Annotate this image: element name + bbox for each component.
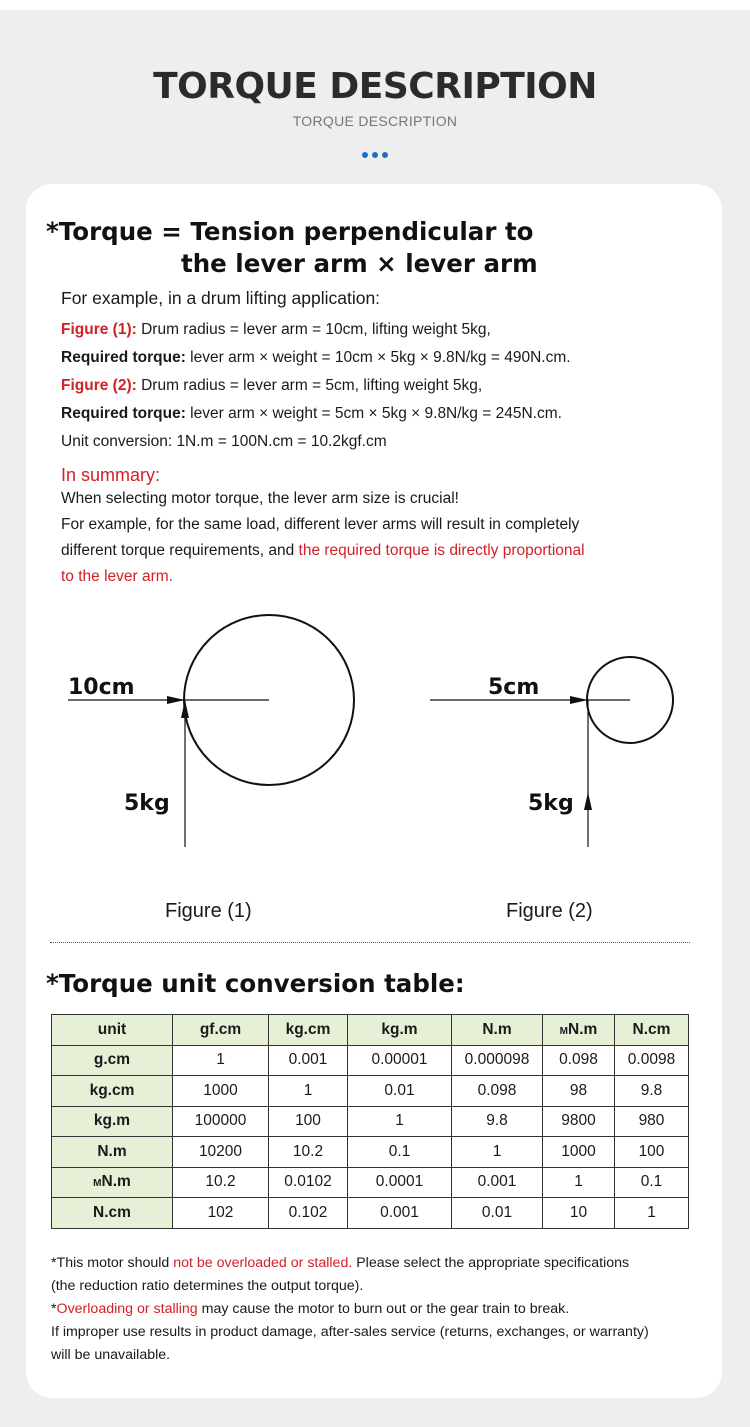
figure-2-diagram	[430, 657, 673, 847]
table-cell: 0.001	[348, 1198, 452, 1229]
table-row-header: MN.m	[52, 1167, 173, 1198]
table-row-header: N.m	[52, 1137, 173, 1168]
note-5: will be unavailable.	[51, 1347, 171, 1363]
table-cell: 0.098	[543, 1045, 615, 1076]
note-2: (the reduction ratio determines the output torque).	[51, 1278, 364, 1294]
table-cell: 1	[452, 1137, 543, 1168]
lever-label-2: 5cm	[488, 675, 540, 700]
table-cell: 0.0102	[269, 1167, 348, 1198]
figure-2-caption: Figure (2)	[506, 900, 593, 922]
table-cell: 0.001	[269, 1045, 348, 1076]
table-cell: 10	[543, 1198, 615, 1229]
table-cell: 0.00001	[348, 1045, 452, 1076]
table-cell: 10200	[173, 1137, 269, 1168]
dots-decoration	[362, 152, 390, 158]
table-cell: 0.1	[615, 1167, 689, 1198]
lever-label-1: 10cm	[68, 675, 135, 700]
table-cell: 0.01	[348, 1076, 452, 1107]
torque-diagram	[26, 184, 722, 924]
summary-line-1: When selecting motor torque, the lever arm size is crucial!	[61, 490, 459, 507]
required-torque-2-label: Required torque:	[61, 405, 186, 422]
table-header-cell: N.m	[452, 1015, 543, 1046]
table-cell: 1	[348, 1106, 452, 1137]
table-cell: 100000	[173, 1106, 269, 1137]
table-cell: 1	[543, 1167, 615, 1198]
table-header-cell: N.cm	[615, 1015, 689, 1046]
table-header-cell: unit	[52, 1015, 173, 1046]
table-cell: 0.098	[452, 1076, 543, 1107]
formula-line-2: the lever arm × lever arm	[181, 249, 538, 278]
summary-line-4: to the lever arm.	[61, 568, 173, 585]
page-title: TORQUE DESCRIPTION	[153, 66, 597, 107]
table-row	[52, 1198, 689, 1229]
page-subtitle: TORQUE DESCRIPTION	[292, 113, 458, 129]
table-title: *Torque unit conversion table:	[46, 969, 465, 998]
content-card	[26, 184, 722, 1398]
example-intro: For example, in a drum lifting application:	[61, 288, 381, 308]
formula-line-1: *Torque = Tension perpendicular to	[46, 217, 534, 246]
summary-title: In summary:	[61, 465, 161, 485]
summary-highlight: the required torque is directly proportional	[298, 542, 585, 559]
table-row-header: N.cm	[52, 1198, 173, 1229]
table-header-cell: MN.m	[543, 1015, 615, 1046]
summary-line-2: For example, for the same load, different lever arms will result in completely	[61, 516, 580, 533]
figure-2-label: Figure (2):	[61, 377, 137, 394]
weight-label-2: 5kg	[528, 791, 574, 816]
table-cell: 10.2	[173, 1167, 269, 1198]
summary-line-3: different torque requirements, and the required torque is directly proportional	[61, 542, 585, 559]
weight-label-1: 5kg	[124, 791, 170, 816]
top-strip	[0, 0, 750, 10]
table-row-header: kg.cm	[52, 1076, 173, 1107]
note-3: *Overloading or stalling may cause the motor to burn out or the gear train to break.	[51, 1301, 570, 1317]
unit-conversion: Unit conversion: 1N.m = 100N.cm = 10.2kgf.cm	[61, 433, 387, 450]
table-cell: 1	[173, 1045, 269, 1076]
table-cell: 100	[269, 1106, 348, 1137]
table-cell: 0.000098	[452, 1045, 543, 1076]
figure-1-caption: Figure (1)	[165, 900, 252, 922]
table-header-cell: kg.cm	[269, 1015, 348, 1046]
table-cell: 10.2	[269, 1137, 348, 1168]
table-header-row	[52, 1015, 689, 1046]
figure-2-text: Drum radius = lever arm = 5cm, lifting weight 5kg,	[136, 377, 483, 394]
table-cell: 102	[173, 1198, 269, 1229]
note-1: *This motor should not be overloaded or stalled. Please select the appropriate specifications	[51, 1255, 630, 1271]
table-cell: 9.8	[452, 1106, 543, 1137]
table-row-header: g.cm	[52, 1045, 173, 1076]
notes	[51, 1252, 711, 1367]
table-cell: 1000	[543, 1137, 615, 1168]
table-cell: 980	[615, 1106, 689, 1137]
required-torque-1-text: lever arm × weight = 10cm × 5kg × 9.8N/kg = 490N.cm.	[185, 349, 571, 366]
table-cell: 0.0001	[348, 1167, 452, 1198]
table-row	[52, 1076, 689, 1107]
header	[0, 66, 750, 129]
section-divider	[50, 942, 690, 943]
table-cell: 98	[543, 1076, 615, 1107]
table-cell: 1000	[173, 1076, 269, 1107]
table-cell: 9.8	[615, 1076, 689, 1107]
table-row-header: kg.m	[52, 1106, 173, 1137]
table-cell: 100	[615, 1137, 689, 1168]
table-cell: 1	[269, 1076, 348, 1107]
table-row	[52, 1137, 689, 1168]
table-cell: 0.1	[348, 1137, 452, 1168]
required-torque-2-text: lever arm × weight = 5cm × 5kg × 9.8N/kg = 245N.cm.	[185, 405, 562, 422]
table-row	[52, 1045, 689, 1076]
table-cell: 0.0098	[615, 1045, 689, 1076]
figure-1-text: Drum radius = lever arm = 10cm, lifting weight 5kg,	[136, 321, 491, 338]
table-cell: 1	[615, 1198, 689, 1229]
required-torque-1-label: Required torque:	[61, 349, 186, 366]
table-row	[52, 1167, 689, 1198]
figure-1-label: Figure (1):	[61, 321, 137, 338]
figure-1-diagram	[68, 615, 354, 847]
conversion-table	[51, 1014, 689, 1229]
note-4: If improper use results in product damage, after-sales service (returns, exchanges, or warranty)	[51, 1324, 649, 1340]
table-cell: 0.102	[269, 1198, 348, 1229]
table-cell: 0.001	[452, 1167, 543, 1198]
table-header-cell: kg.m	[348, 1015, 452, 1046]
table-cell: 9800	[543, 1106, 615, 1137]
table-cell: 0.01	[452, 1198, 543, 1229]
table-row	[52, 1106, 689, 1137]
table-header-cell: gf.cm	[173, 1015, 269, 1046]
